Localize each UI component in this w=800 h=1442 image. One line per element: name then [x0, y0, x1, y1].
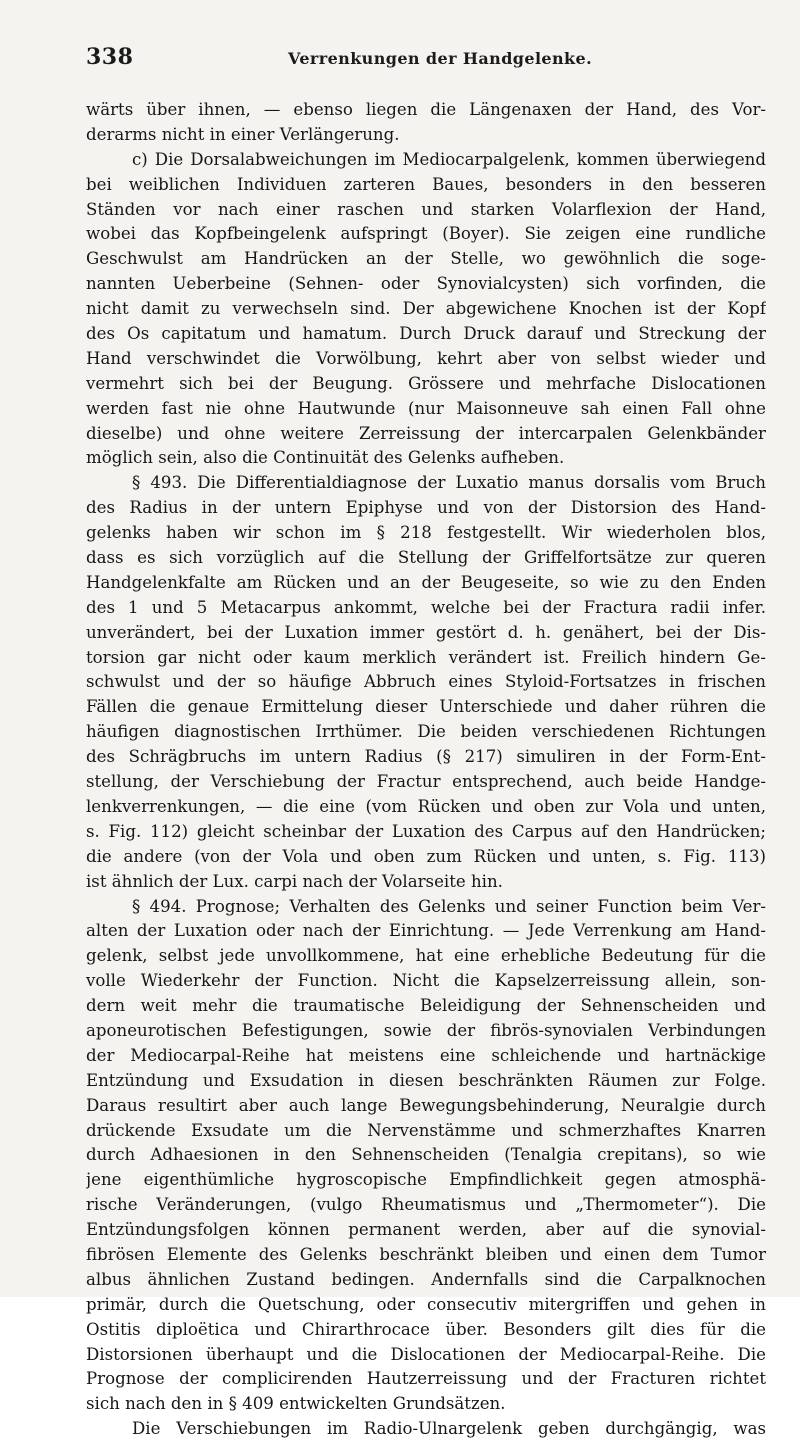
text-line: Prognose der complicirenden Hautzerreissung und der Fracturen richtet — [86, 1369, 766, 1389]
text-line: wärts über ihnen, — ebenso liegen die Längenaxen der Hand, des Vor- — [86, 100, 766, 119]
text-line: häufigen diagnostischen Irrthümer. Die beiden verschiedenen Richtungen — [86, 722, 766, 742]
text-line: Daraus resultirt aber auch lange Bewegungsbehinderung, Neuralgie durch — [86, 1095, 766, 1115]
text-line: durch Adhaesionen in den Sehnenscheiden (Tenalgia crepitans), so wie — [86, 1145, 766, 1165]
text-line: Entzündung und Exsudation in diesen beschränkten Räumen zur Folge. — [86, 1070, 766, 1090]
text-line: dass es sich vorzüglich auf die Stellung der Griffelfortsätze zur queren — [86, 548, 766, 568]
text-line: Distorsionen überhaupt und die Dislocationen der Mediocarpal-Reihe. Die — [86, 1344, 766, 1364]
text-line: des Schrägbruchs im untern Radius (§ 217) simuliren in der Form-Ent- — [86, 747, 766, 767]
text-line: dieselbe) und ohne weitere Zerreissung der intercarpalen Gelenkbänder — [86, 423, 766, 443]
text-line: Entzündungsfolgen können permanent werden, aber auf die synovial- — [86, 1220, 766, 1240]
text-line: § 493. Die Differentialdiagnose der Luxatio manus dorsalis vom Bruch — [132, 473, 766, 493]
text-line: aponeurotischen Befestigungen, sowie der fibrös-synovialen Verbindungen — [86, 1020, 766, 1040]
text-line: Fällen die genaue Ermittelung dieser Unterschiede und daher rühren die — [86, 697, 766, 717]
text-line: drückende Exsudate um die Nervenstämme und schmerzhaftes Knarren — [86, 1120, 766, 1140]
text-line: schwulst und der so häufige Abbruch eines Styloid-Fortsatzes in frischen — [86, 672, 766, 692]
text-line: primär, durch die Quetschung, oder consecutiv mitergriffen und gehen in — [86, 1294, 766, 1314]
text-line: unverändert, bei der Luxation immer gestört d. h. genähert, bei der Dis- — [86, 622, 766, 642]
text-line: Geschwulst am Handrücken an der Stelle, wo gewöhnlich die soge- — [86, 249, 766, 269]
text-line: des Radius in der untern Epiphyse und von der Distorsion des Hand- — [86, 498, 766, 518]
text-line: wobei das Kopfbeingelenk aufspringt (Boyer). Sie zeigen eine rundliche — [86, 224, 766, 244]
body-text — [86, 98, 766, 1442]
text-line: gelenk, selbst jede unvollkommene, hat eine erhebliche Bedeutung für die — [86, 946, 766, 966]
text-line: vermehrt sich bei der Beugung. Grössere und mehrfache Dislocationen — [86, 373, 766, 393]
text-line: rische Veränderungen, (vulgo Rheumatismus und „Thermometer“). Die — [86, 1195, 766, 1215]
text-line: albus ähnlichen Zustand bedingen. Andernfalls sind die Carpalknochen — [86, 1269, 766, 1289]
text-line: des 1 und 5 Metacarpus ankommt, welche bei der Fractura radii infer. — [86, 597, 766, 617]
page-number: 338 — [86, 44, 134, 70]
text-line: möglich sein, also die Continuität des Gelenks aufheben. — [86, 448, 565, 468]
text-line: § 494. Prognose; Verhalten des Gelenks und seiner Function beim Ver- — [132, 896, 766, 916]
text-line: des Os capitatum und hamatum. Durch Druck darauf und Streckung der — [86, 324, 766, 344]
text-line: die andere (von der Vola und oben zum Rücken und unten, s. Fig. 113) — [86, 846, 766, 866]
text-line: derarms nicht in einer Verlängerung. — [86, 124, 400, 144]
text-line: bei weiblichen Individuen zarteren Baues, besonders in den besseren — [86, 174, 766, 194]
text-line: s. Fig. 112) gleicht scheinbar der Luxation des Carpus auf den Handrücken; — [86, 821, 766, 841]
text-line: Ostitis diploëtica und Chirarthrocace über. Besonders gilt dies für die — [86, 1319, 766, 1339]
text-line: Die Verschiebungen im Radio-Ulnargelenk geben durchgängig, was — [132, 1419, 766, 1439]
text-line: c) Die Dorsalabweichungen im Mediocarpalgelenk, kommen überwiegend — [132, 149, 766, 169]
text-line: Hand verschwindet die Vorwölbung, kehrt aber von selbst wieder und — [86, 348, 766, 368]
text-line: fibrösen Elemente des Gelenks beschränkt bleiben und einen dem Tumor — [86, 1244, 766, 1264]
text-line: Handgelenkfalte am Rücken und an der Beugeseite, so wie zu den Enden — [86, 572, 766, 592]
text-line: sich nach den in § 409 entwickelten Grundsätzen. — [86, 1394, 506, 1414]
running-title: Verrenkungen der Handgelenke. — [288, 49, 593, 68]
text-line: nicht damit zu verwechseln sind. Der abgewichene Knochen ist der Kopf — [86, 299, 766, 319]
text-line: stellung, der Verschiebung der Fractur entsprechend, auch beide Handge- — [86, 772, 766, 792]
page-header — [86, 44, 776, 74]
text-line: jene eigenthümliche hygroscopische Empfindlichkeit gegen atmosphä- — [86, 1170, 766, 1190]
text-line: alten der Luxation oder nach der Einrichtung. — Jede Verrenkung am Hand- — [86, 921, 766, 941]
text-line: gelenks haben wir schon im § 218 festgestellt. Wir wiederholen blos, — [86, 523, 766, 543]
text-line: lenkverrenkungen, — die eine (vom Rücken und oben zur Vola und unten, — [86, 796, 766, 816]
text-line: der Mediocarpal-Reihe hat meistens eine schleichende und hartnäckige — [86, 1045, 766, 1065]
text-line: dern weit mehr die traumatische Beleidigung der Sehnenscheiden und — [86, 996, 766, 1016]
text-line: volle Wiederkehr der Function. Nicht die Kapselzerreissung allein, son- — [86, 971, 766, 991]
text-line: werden fast nie ohne Hautwunde (nur Maisonneuve sah einen Fall ohne — [86, 398, 766, 418]
text-line: Ständen vor nach einer raschen und starken Volarflexion der Hand, — [86, 199, 766, 219]
text-line: torsion gar nicht oder kaum merklich verändert ist. Freilich hindern Ge- — [86, 647, 766, 667]
text-line: ist ähnlich der Lux. carpi nach der Volarseite hin. — [86, 871, 503, 891]
text-line: nannten Ueberbeine (Sehnen- oder Synovialcysten) sich vorfinden, die — [86, 274, 766, 294]
